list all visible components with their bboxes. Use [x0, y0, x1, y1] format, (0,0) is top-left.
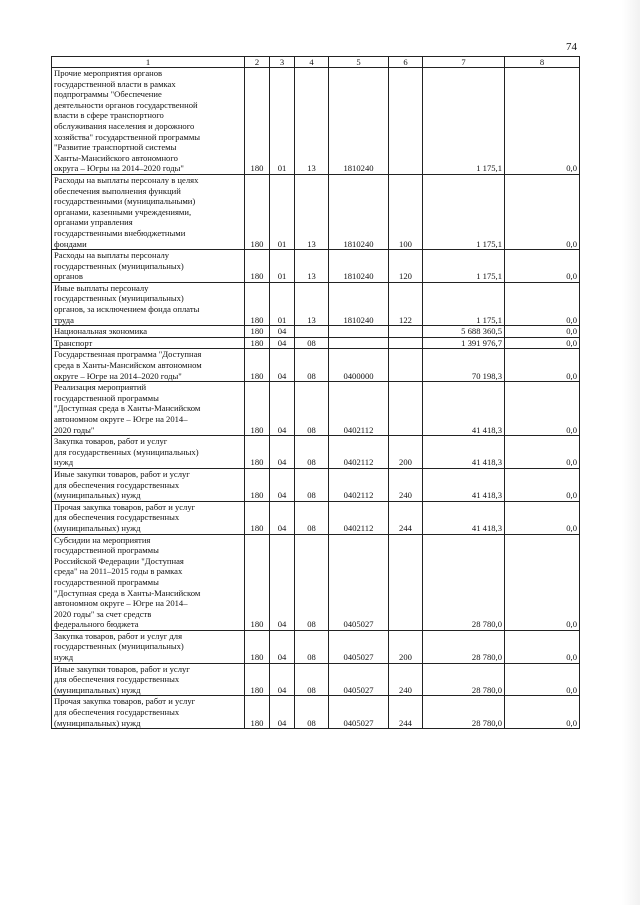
description-line: для обеспечения государственных — [54, 674, 180, 685]
table-row — [52, 436, 580, 469]
description-line: (муниципальных) нужд — [54, 490, 141, 501]
section-code-cell: 180 — [245, 68, 270, 175]
table-row — [52, 630, 580, 663]
amount-change-cell: 0,0 — [505, 696, 580, 729]
section-code-cell: 180 — [245, 436, 270, 469]
column-header: 8 — [505, 57, 580, 68]
amount-change-cell: 0,0 — [505, 436, 580, 469]
description-line: государственных (муниципальных) — [54, 260, 184, 271]
amount-cell: 41 418,3 — [423, 382, 505, 436]
description-line: государственных (муниципальных) — [54, 641, 184, 652]
description-line: Иные закупки товаров, работ и услуг — [54, 468, 190, 479]
scan-edge-shadow — [622, 0, 640, 905]
row-description — [52, 174, 245, 249]
subsection-code-cell: 01 — [270, 282, 295, 325]
row-description — [52, 68, 245, 175]
description-line: для государственных (муниципальных) — [54, 446, 199, 457]
sub-subsection-code-cell: 13 — [295, 174, 329, 249]
section-code-cell: 180 — [245, 534, 270, 630]
table-row — [52, 282, 580, 325]
subsection-code-cell: 04 — [270, 349, 295, 382]
expense-type-cell: 200 — [389, 436, 423, 469]
amount-change-cell: 0,0 — [505, 468, 580, 501]
table-row — [52, 68, 580, 175]
amount-cell: 1 175,1 — [423, 250, 505, 283]
description-line: для обеспечения государственных — [54, 707, 180, 718]
sub-subsection-code-cell: 13 — [295, 68, 329, 175]
sub-subsection-code-cell: 08 — [295, 337, 329, 349]
table-row — [52, 349, 580, 382]
target-article-cell: 1810240 — [329, 174, 389, 249]
description-line: "Доступная среда в Ханты-Мансийском — [54, 403, 201, 414]
expense-type-cell: 244 — [389, 501, 423, 534]
table-row — [52, 534, 580, 630]
description-line: для обеспечения государственных — [54, 512, 180, 523]
description-line: среда в Ханты-Мансийском автономном — [54, 360, 202, 371]
row-description — [52, 250, 245, 283]
description-line: автономном округе – Югре на 2014– — [54, 414, 188, 424]
amount-cell: 41 418,3 — [423, 468, 505, 501]
subsection-code-cell: 04 — [270, 534, 295, 630]
amount-cell: 28 780,0 — [423, 663, 505, 696]
amount-change-cell: 0,0 — [505, 326, 580, 338]
expense-type-cell: 244 — [389, 696, 423, 729]
section-code-cell: 180 — [245, 501, 270, 534]
budget-table — [51, 56, 580, 729]
description-line: Иные выплаты персоналу — [54, 282, 149, 293]
description-line: (муниципальных) нужд — [54, 684, 141, 695]
amount-change-cell: 0,0 — [505, 630, 580, 663]
target-article-cell: 1810240 — [329, 68, 389, 175]
subsection-code-cell: 04 — [270, 382, 295, 436]
subsection-code-cell: 04 — [270, 696, 295, 729]
expense-type-cell — [389, 382, 423, 436]
description-line: государственными внебюджетными — [54, 227, 186, 238]
row-description — [52, 630, 245, 663]
amount-cell: 5 688 360,5 — [423, 326, 505, 338]
expense-type-cell — [389, 337, 423, 349]
header-row — [52, 57, 580, 68]
description-line: государственной власти в рамках — [54, 78, 176, 89]
row-description — [52, 501, 245, 534]
expense-type-cell — [389, 349, 423, 382]
subsection-code-cell: 01 — [270, 174, 295, 249]
subsection-code-cell: 04 — [270, 337, 295, 349]
table-row — [52, 468, 580, 501]
amount-change-cell: 0,0 — [505, 68, 580, 175]
amount-change-cell: 0,0 — [505, 663, 580, 696]
expense-type-cell: 100 — [389, 174, 423, 249]
sub-subsection-code-cell: 08 — [295, 501, 329, 534]
subsection-code-cell: 04 — [270, 501, 295, 534]
expense-type-cell — [389, 326, 423, 338]
sub-subsection-code-cell: 08 — [295, 630, 329, 663]
amount-change-cell: 0,0 — [505, 382, 580, 436]
row-description — [52, 349, 245, 382]
sub-subsection-code-cell: 08 — [295, 663, 329, 696]
table-row — [52, 696, 580, 729]
column-header: 1 — [52, 57, 245, 68]
description-line: деятельности органов государственной — [54, 99, 198, 110]
target-article-cell: 0402112 — [329, 501, 389, 534]
section-code-cell: 180 — [245, 382, 270, 436]
description-line: Прочие мероприятия органов — [54, 68, 163, 78]
description-line: Национальная экономика — [54, 326, 148, 337]
amount-change-cell: 0,0 — [505, 501, 580, 534]
section-code-cell: 180 — [245, 326, 270, 338]
subsection-code-cell: 04 — [270, 326, 295, 338]
amount-cell: 28 780,0 — [423, 696, 505, 729]
subsection-code-cell: 01 — [270, 250, 295, 283]
expense-type-cell — [389, 68, 423, 175]
section-code-cell: 180 — [245, 250, 270, 283]
table-row — [52, 382, 580, 436]
description-line: "Развитие транспортной системы — [54, 142, 177, 153]
target-article-cell: 0405027 — [329, 696, 389, 729]
subsection-code-cell: 04 — [270, 468, 295, 501]
sub-subsection-code-cell — [295, 326, 329, 338]
section-code-cell: 180 — [245, 349, 270, 382]
description-line: Закупка товаров, работ и услуг для — [54, 630, 183, 641]
description-line: Реализация мероприятий — [54, 382, 147, 393]
description-line: Расходы на выплаты персоналу — [54, 250, 170, 261]
row-description — [52, 382, 245, 436]
description-line: федерального бюджета — [54, 619, 139, 630]
row-description — [52, 436, 245, 469]
description-line: нужд — [54, 652, 74, 663]
description-line: 2020 годы" за счет средств — [54, 608, 152, 619]
description-line: хозяйства" государственной программы — [54, 131, 201, 142]
amount-cell: 1 391 976,7 — [423, 337, 505, 349]
description-line: обслуживания населения и дорожного — [54, 120, 195, 131]
amount-cell: 41 418,3 — [423, 436, 505, 469]
section-code-cell: 180 — [245, 282, 270, 325]
description-line: органов, за исключением фонда оплаты — [54, 304, 200, 315]
description-line: Российской Федерации "Доступная — [54, 555, 184, 566]
description-line: округе – Югре на 2014–2020 годы" — [54, 370, 182, 381]
expense-type-cell: 240 — [389, 663, 423, 696]
target-article-cell: 0402112 — [329, 468, 389, 501]
description-line: власти в сфере транспортного — [54, 110, 164, 121]
description-line: Государственная программа "Доступная — [54, 349, 202, 360]
amount-cell: 28 780,0 — [423, 630, 505, 663]
section-code-cell: 180 — [245, 696, 270, 729]
sub-subsection-code-cell: 08 — [295, 696, 329, 729]
amount-cell: 28 780,0 — [423, 534, 505, 630]
amount-change-cell: 0,0 — [505, 174, 580, 249]
description-line: государственных (муниципальных) — [54, 293, 184, 304]
expense-type-cell: 122 — [389, 282, 423, 325]
description-line: Иные закупки товаров, работ и услуг — [54, 663, 190, 674]
description-line: (муниципальных) нужд — [54, 717, 141, 728]
column-header: 3 — [270, 57, 295, 68]
description-line: Субсидии на мероприятия — [54, 534, 151, 545]
row-description — [52, 326, 245, 338]
subsection-code-cell: 04 — [270, 630, 295, 663]
description-line: округа – Югры на 2014–2020 годы" — [54, 163, 184, 174]
expense-type-cell: 120 — [389, 250, 423, 283]
description-line: Ханты-Мансийского автономного — [54, 152, 178, 163]
subsection-code-cell: 01 — [270, 68, 295, 175]
sub-subsection-code-cell: 13 — [295, 250, 329, 283]
page-number: 74 — [566, 41, 577, 53]
subsection-code-cell: 04 — [270, 436, 295, 469]
target-article-cell: 0405027 — [329, 663, 389, 696]
amount-cell: 70 198,3 — [423, 349, 505, 382]
section-code-cell: 180 — [245, 174, 270, 249]
target-article-cell — [329, 326, 389, 338]
amount-cell: 41 418,3 — [423, 501, 505, 534]
description-line: для обеспечения государственных — [54, 479, 180, 490]
row-description — [52, 534, 245, 630]
column-header: 5 — [329, 57, 389, 68]
table-row — [52, 501, 580, 534]
amount-change-cell: 0,0 — [505, 349, 580, 382]
table-row — [52, 326, 580, 338]
table-row — [52, 337, 580, 349]
table-row — [52, 250, 580, 283]
amount-cell: 1 175,1 — [423, 282, 505, 325]
description-line: Транспорт — [54, 337, 93, 348]
description-line: (муниципальных) нужд — [54, 522, 141, 533]
column-header: 7 — [423, 57, 505, 68]
expense-type-cell — [389, 534, 423, 630]
section-code-cell: 180 — [245, 663, 270, 696]
description-line: обеспечения выполнения функций — [54, 185, 181, 196]
description-line: 2020 годы" — [54, 424, 95, 435]
description-line: среда" на 2011–2015 годы в рамках — [54, 566, 183, 577]
table-row — [52, 663, 580, 696]
description-line: фондами — [54, 238, 87, 249]
sub-subsection-code-cell: 13 — [295, 282, 329, 325]
target-article-cell — [329, 337, 389, 349]
expense-type-cell: 240 — [389, 468, 423, 501]
column-header: 2 — [245, 57, 270, 68]
target-article-cell: 0400000 — [329, 349, 389, 382]
description-line: государственной программы — [54, 545, 159, 556]
amount-change-cell: 0,0 — [505, 282, 580, 325]
description-line: органов — [54, 271, 83, 282]
description-line: Прочая закупка товаров, работ и услуг — [54, 696, 196, 707]
description-line: "Доступная среда в Ханты-Мансийском — [54, 587, 201, 598]
description-line: автономном округе – Югре на 2014– — [54, 598, 188, 609]
description-line: органами, казенными учреждениями, — [54, 206, 192, 217]
amount-change-cell: 0,0 — [505, 337, 580, 349]
description-line: подпрограммы "Обеспечение — [54, 89, 162, 100]
description-line: государственными (муниципальными) — [54, 196, 196, 207]
target-article-cell: 0405027 — [329, 630, 389, 663]
description-line: государственной программы — [54, 392, 159, 403]
expense-type-cell: 200 — [389, 630, 423, 663]
amount-cell: 1 175,1 — [423, 174, 505, 249]
description-line: Прочая закупка товаров, работ и услуг — [54, 501, 196, 512]
sub-subsection-code-cell: 08 — [295, 468, 329, 501]
target-article-cell: 1810240 — [329, 250, 389, 283]
column-header: 4 — [295, 57, 329, 68]
table-body — [52, 68, 580, 729]
subsection-code-cell: 04 — [270, 663, 295, 696]
amount-change-cell: 0,0 — [505, 534, 580, 630]
amount-change-cell: 0,0 — [505, 250, 580, 283]
section-code-cell: 180 — [245, 468, 270, 501]
row-description — [52, 337, 245, 349]
sub-subsection-code-cell: 08 — [295, 382, 329, 436]
column-header: 6 — [389, 57, 423, 68]
target-article-cell: 0402112 — [329, 436, 389, 469]
target-article-cell: 0402112 — [329, 382, 389, 436]
description-line: Расходы на выплаты персоналу в целях — [54, 174, 199, 185]
description-line: нужд — [54, 457, 74, 468]
row-description — [52, 663, 245, 696]
row-description — [52, 282, 245, 325]
section-code-cell: 180 — [245, 337, 270, 349]
description-line: органами управления — [54, 217, 133, 228]
sub-subsection-code-cell: 08 — [295, 436, 329, 469]
target-article-cell: 0405027 — [329, 534, 389, 630]
sub-subsection-code-cell: 08 — [295, 534, 329, 630]
target-article-cell: 1810240 — [329, 282, 389, 325]
section-code-cell: 180 — [245, 630, 270, 663]
description-line: государственной программы — [54, 576, 159, 587]
amount-cell: 1 175,1 — [423, 68, 505, 175]
row-description — [52, 696, 245, 729]
table-row — [52, 174, 580, 249]
description-line: Закупка товаров, работ и услуг — [54, 436, 168, 447]
row-description — [52, 468, 245, 501]
description-line: труда — [54, 314, 74, 325]
sub-subsection-code-cell: 08 — [295, 349, 329, 382]
